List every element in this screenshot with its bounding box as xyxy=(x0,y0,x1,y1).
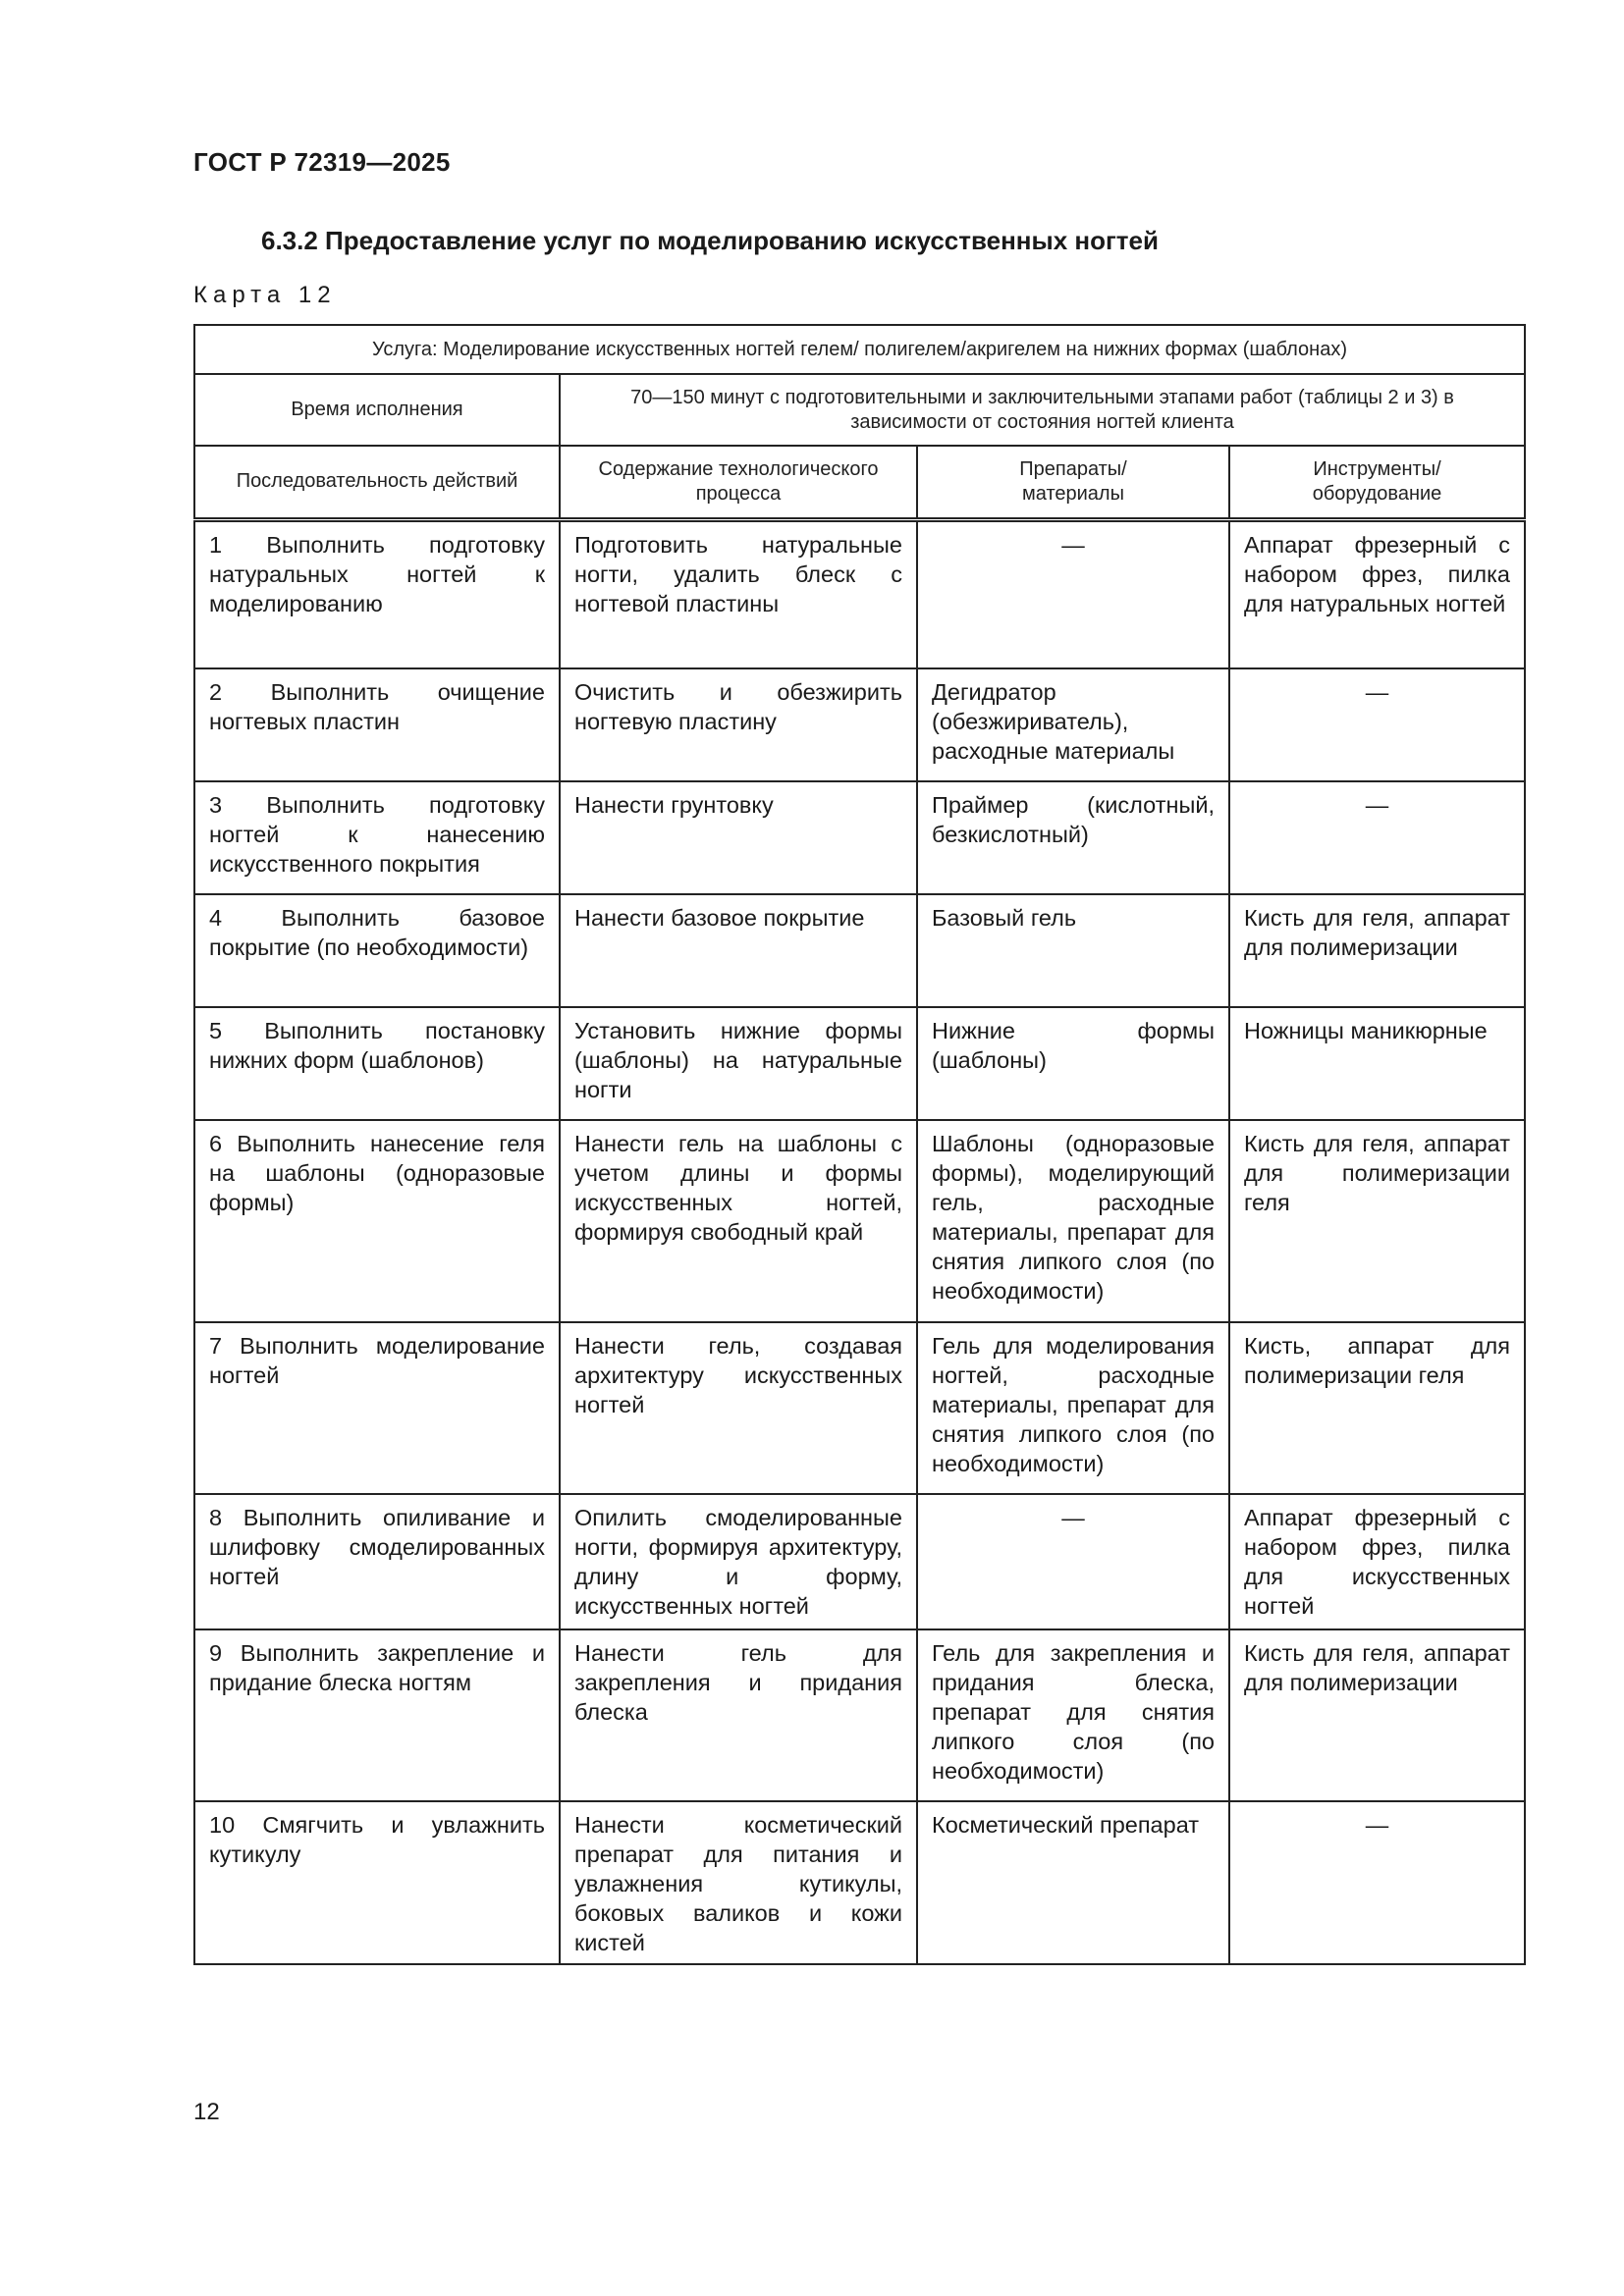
materials-cell: — xyxy=(917,519,1229,668)
process-cell: Очистить и обезжирить ногтевую пластину xyxy=(560,668,917,781)
action-cell: 5 Выполнить постановку нижних форм (шаблонов) xyxy=(194,1007,560,1120)
table-row xyxy=(194,668,1525,781)
tools-cell: Аппарат фрезерный с набором фрез, пилка для натуральных ногтей xyxy=(1229,519,1525,668)
process-cell: Опилить смоделированные ногти, формируя архитектуру, длину и форму, искусственных ногтей xyxy=(560,1494,917,1629)
table-row xyxy=(194,1629,1525,1801)
column-header: Последовательность действий xyxy=(194,446,560,519)
tools-cell: Кисть для геля, аппарат для полимеризации xyxy=(1229,894,1525,1007)
action-cell: 3 Выполнить подготовку ногтей к нанесению искусственного покрытия xyxy=(194,781,560,894)
action-cell: 6 Выполнить нанесение геля на шаблоны (одноразовые формы) xyxy=(194,1120,560,1322)
action-cell: 2 Выполнить очищение ногтевых пластин xyxy=(194,668,560,781)
materials-cell: Дегидратор (обезжириватель), расходные материалы xyxy=(917,668,1229,781)
process-cell: Нанести грунтовку xyxy=(560,781,917,894)
materials-cell: Косметический препарат xyxy=(917,1801,1229,1964)
card-label: Карта 12 xyxy=(193,282,337,308)
tools-cell: Кисть, аппарат для полимеризации геля xyxy=(1229,1322,1525,1494)
process-cell: Нанести косметический препарат для питания и увлажнения кутикулы, боковых валиков и кожи кистей xyxy=(560,1801,917,1964)
column-header: Препараты/ материалы xyxy=(917,446,1229,519)
materials-cell: Гель для моделирования ногтей, расходные материалы, препарат для снятия липкого слоя (по необходимости) xyxy=(917,1322,1229,1494)
tools-cell: Кисть для геля, аппарат для полимеризации геля xyxy=(1229,1120,1525,1322)
time-row xyxy=(194,374,1525,446)
standard-header: ГОСТ Р 72319—2025 xyxy=(193,147,451,177)
table-row xyxy=(194,894,1525,1007)
process-cell: Нанести гель на шаблоны с учетом длины и формы искусственных ногтей, формируя свободный край xyxy=(560,1120,917,1322)
action-cell: 1 Выполнить подготовку натуральных ногтей к моделированию xyxy=(194,519,560,668)
column-header: Содержание технологического процесса xyxy=(560,446,917,519)
materials-cell: Шаблоны (одноразовые формы), моделирующий гель, расходные материалы, препарат для снятия липкого слоя (по необходимости) xyxy=(917,1120,1229,1322)
action-cell: 10 Смягчить и увлажнить кутикулу xyxy=(194,1801,560,1964)
materials-cell: Базовый гель xyxy=(917,894,1229,1007)
process-cell: Нанести гель, создавая архитектуру искусственных ногтей xyxy=(560,1322,917,1494)
table-row xyxy=(194,1494,1525,1629)
tools-cell: — xyxy=(1229,668,1525,781)
process-cell: Нанести базовое покрытие xyxy=(560,894,917,1007)
table-row xyxy=(194,781,1525,894)
technology-card-table xyxy=(193,324,1526,1965)
table-row xyxy=(194,519,1525,668)
table-row xyxy=(194,1007,1525,1120)
table-row xyxy=(194,1120,1525,1322)
time-label-cell: Время исполнения xyxy=(194,374,560,446)
materials-cell: — xyxy=(917,1494,1229,1629)
tools-cell: Кисть для геля, аппарат для полимеризации xyxy=(1229,1629,1525,1801)
column-header-row xyxy=(194,446,1525,519)
action-cell: 9 Выполнить закрепление и придание блеска ногтям xyxy=(194,1629,560,1801)
process-cell: Подготовить натуральные ногти, удалить блеск с ногтевой пластины xyxy=(560,519,917,668)
materials-cell: Гель для закрепления и придания блеска, препарат для снятия липкого слоя (по необходимости) xyxy=(917,1629,1229,1801)
tools-cell: Ножницы маникюрные xyxy=(1229,1007,1525,1120)
tools-cell: — xyxy=(1229,781,1525,894)
table-body xyxy=(194,519,1525,1964)
section-title: 6.3.2 Предоставление услуг по моделированию искусственных ногтей xyxy=(261,226,1159,255)
action-cell: 7 Выполнить моделирование ногтей xyxy=(194,1322,560,1494)
service-cell: Услуга: Моделирование искусственных ногтей гелем/ полигелем/акригелем на нижних формах (шаблонах) xyxy=(194,325,1525,374)
action-cell: 4 Выполнить базовое покрытие (по необходимости) xyxy=(194,894,560,1007)
column-header: Инструменты/ оборудование xyxy=(1229,446,1525,519)
action-cell: 8 Выполнить опиливание и шлифовку смоделированных ногтей xyxy=(194,1494,560,1629)
table-row xyxy=(194,1801,1525,1964)
materials-cell: Нижние формы (шаблоны) xyxy=(917,1007,1229,1120)
tools-cell: Аппарат фрезерный с набором фрез, пилка для искусственных ногтей xyxy=(1229,1494,1525,1629)
process-cell: Установить нижние формы (шаблоны) на натуральные ногти xyxy=(560,1007,917,1120)
materials-cell: Праймер (кислотный, безкислотный) xyxy=(917,781,1229,894)
page-number: 12 xyxy=(193,2099,220,2125)
service-row xyxy=(194,325,1525,374)
tools-cell: — xyxy=(1229,1801,1525,1964)
time-value-cell: 70—150 минут с подготовительными и заключительными этапами работ (таблицы 2 и 3) в зависимости от состояния ногтей клиента xyxy=(560,374,1525,446)
process-cell: Нанести гель для закрепления и придания блеска xyxy=(560,1629,917,1801)
table-row xyxy=(194,1322,1525,1494)
